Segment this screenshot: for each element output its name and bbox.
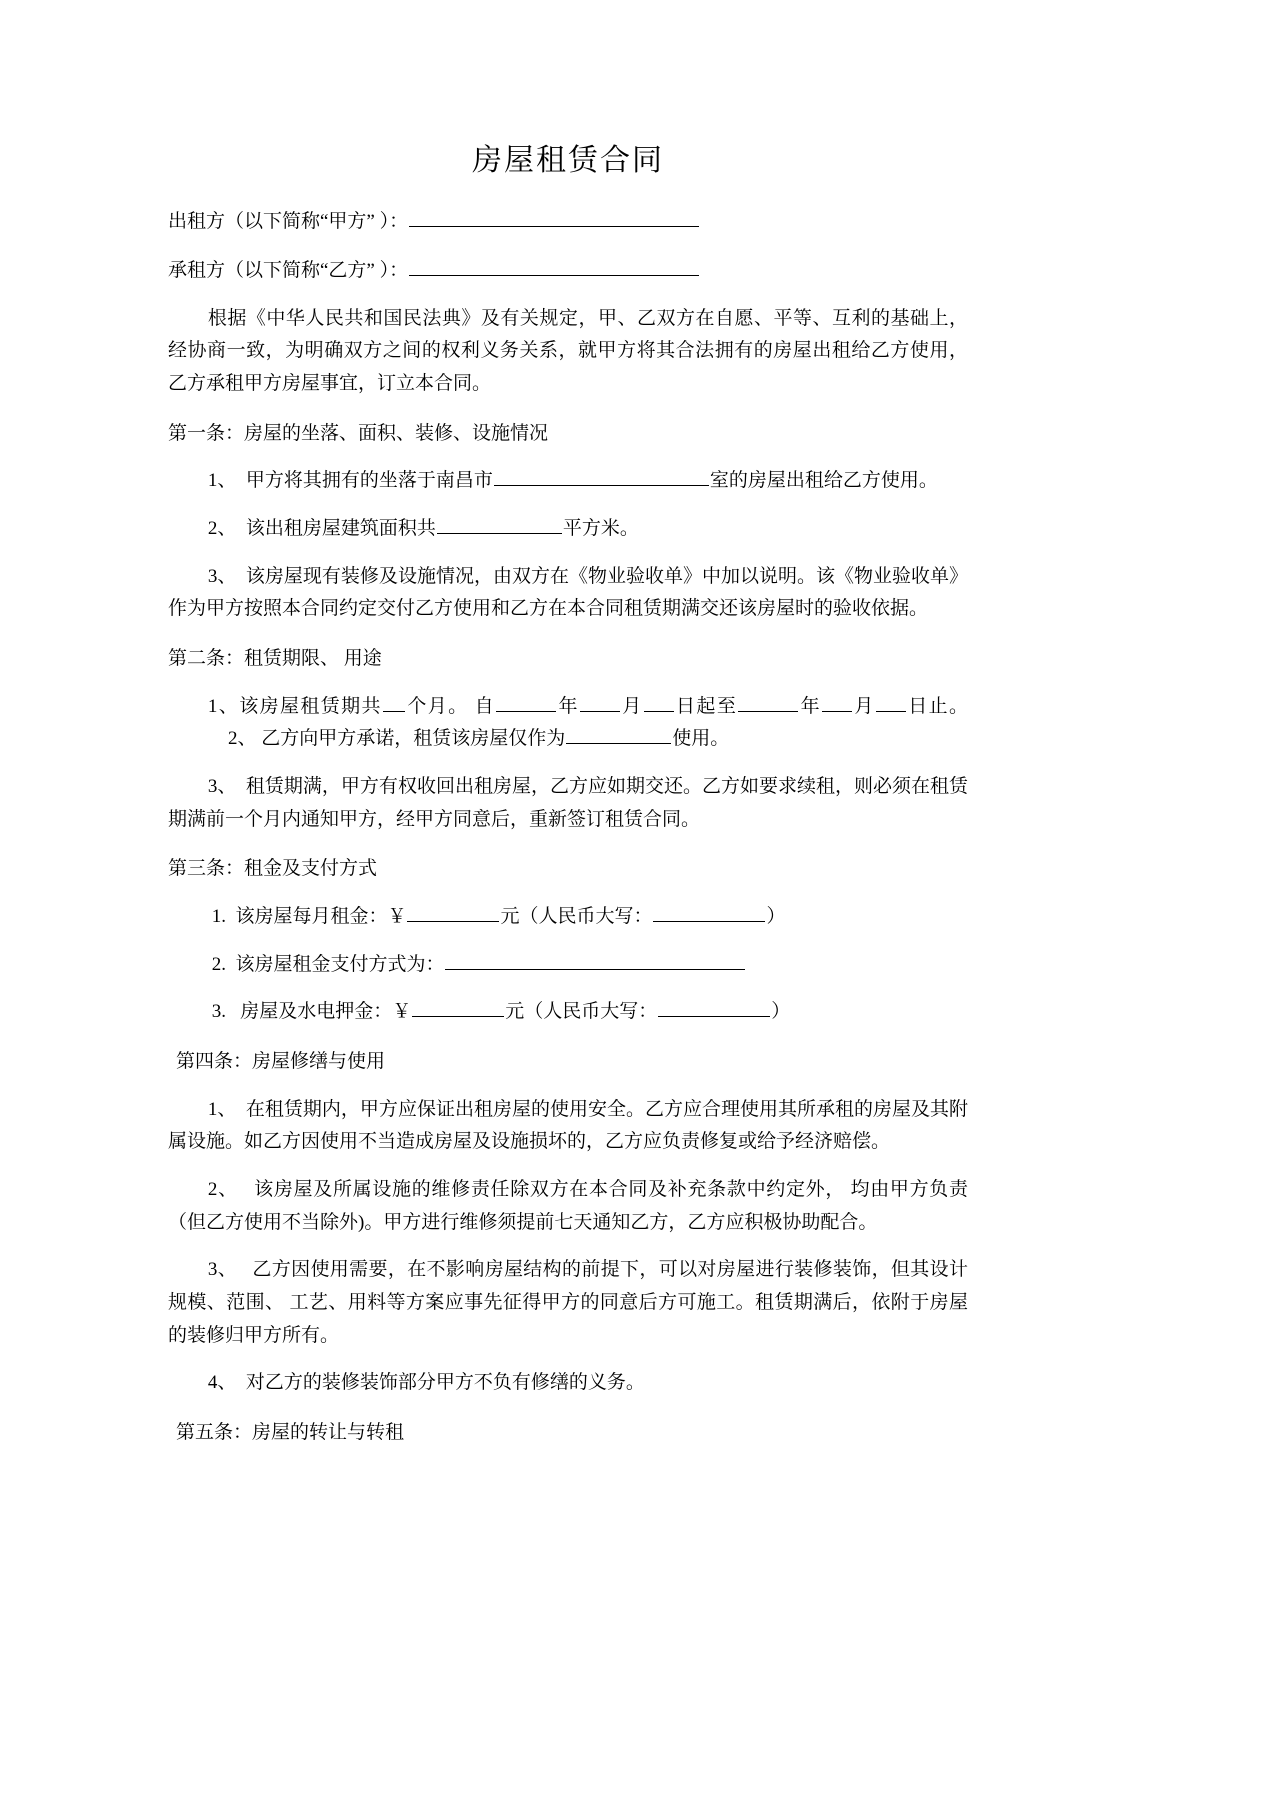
party-line-lessor [168,206,968,237]
item-text-6: 年 [799,695,822,717]
monthly-rent-blank[interactable] [407,901,499,922]
monthly-rent-words-blank[interactable] [653,901,765,922]
area-blank[interactable] [437,513,562,534]
item-text: 在租赁期内，甲方应保证出租房屋的使用安全。乙方应合理使用其所承租的房屋及其附属设施。如乙方因使用不当造成房屋及设施损坏的，乙方应负责修复或给予经济赔偿。 [168,1098,968,1153]
article-heading-1: 第一条：房屋的坐落、面积、装修、设施情况 [168,422,549,444]
item-marker: 3、 [207,1259,238,1281]
article-heading-2: 第二条：租赁期限、 用途 [168,648,382,670]
article-4-item-4 [168,1367,968,1400]
item-text-9: 乙方向甲方承诺，租赁该房屋仅作为 [256,728,566,750]
party-label-lessee: 承租方（以下简称“乙方” ）： [168,260,409,282]
item-marker: 3. [211,1001,226,1023]
item-marker-next: 2、 [228,728,257,750]
article-3-item-2 [168,949,968,982]
item-marker: 1、 [207,1098,237,1120]
article-1-item-3 [168,561,968,626]
end-day-blank[interactable] [876,691,906,712]
article-heading-5: 第五条：房屋的转让与转租 [176,1422,405,1444]
item-marker: 1、 [207,470,237,492]
item-text: 租赁期满，甲方有权收回出租房屋，乙方应如期交还。乙方如要求续租，则必须在租赁期满前一个月内通知甲方，经甲方同意后，重新签订租赁合同。 [168,776,968,830]
article-4-item-1 [168,1094,968,1159]
article-3-item-3 [168,996,968,1029]
end-month-blank[interactable] [822,691,852,712]
term-months-blank[interactable] [383,691,405,712]
item-marker: 1. [211,906,226,928]
item-marker: 3、 [207,776,237,798]
article-3-item-1 [168,901,968,934]
item-text: 该房屋租金支付方式为： [235,953,445,975]
item-text: 该房屋租赁期共 [239,695,382,717]
item-text-2: 元（人民币大写： [500,906,653,928]
article-2-item-1 [168,691,968,756]
item-text: 该房屋及所属设施的维修责任除双方在本合同及补充条款中约定外， 均由甲方负责（但乙方使用不当除外)。甲方进行维修须提前七天通知乙方，乙方应积极协助配合。 [168,1179,968,1233]
item-marker: 2、 [207,518,237,540]
article-1-item-2 [168,513,968,546]
item-text-4: 月 [620,695,643,717]
item-marker: 1、 [207,695,240,717]
item-text: 对乙方的装修装饰部分甲方不负有修缮的义务。 [245,1372,645,1394]
item-marker: 3、 [207,565,237,587]
party-blank-lessor[interactable] [409,206,699,227]
article-1-item-1 [168,465,968,498]
item-text-2: 元（人民币大写： [505,1001,658,1023]
page-title: 房屋租赁合同 [472,144,664,177]
article-heading-3: 第三条：租金及支付方式 [168,858,378,880]
item-marker: 2、 [207,1179,238,1201]
item-text-10: 使用。 [672,728,730,750]
item-text-2: 个月。 自 [405,695,496,717]
start-year-blank[interactable] [496,691,556,712]
item-text-8: 日止。 [906,695,968,717]
preamble-paragraph: 根据《中华人民共和国民法典》及有关规定，甲、乙双方在自愿、平等、互利的基础上， 经协商一致，为明确双方之间的权利义务关系，就甲方将其合法拥有的房屋出租给乙方使用， 乙方承租甲方房屋事宜，订立本合同。 [168,307,968,394]
item-text: 该房屋每月租金：￥ [235,906,407,928]
deposit-words-blank[interactable] [658,996,770,1017]
item-text: 该出租房屋建筑面积共 [245,518,436,540]
item-text: 房屋及水电押金：￥ [235,1001,412,1023]
usage-blank[interactable] [566,723,671,744]
document-body [168,0,968,1450]
item-text: 乙方因使用需要，在不影响房屋结构的前提下，可以对房屋进行装修装饰，但其设计规模、范围、 工艺、用料等方案应事先征得甲方的同意后方可施工。租赁期满后，依附于房屋的装修归甲方所有。 [168,1259,968,1346]
article-4-item-3 [168,1254,968,1352]
item-marker: 4、 [207,1372,237,1394]
party-label-lessor: 出租方（以下简称“甲方” ）： [168,210,409,232]
article-heading-4: 第四条：房屋修缮与使用 [176,1051,386,1073]
item-text: 甲方将其拥有的坐落于南昌市 [245,470,493,492]
item-text-3: 年 [557,695,579,717]
start-day-blank[interactable] [644,691,674,712]
payment-method-blank[interactable] [445,949,745,970]
end-year-blank[interactable] [738,691,798,712]
party-blank-lessee[interactable] [409,255,699,276]
address-blank[interactable] [494,465,709,486]
party-line-lessee [168,255,968,286]
start-month-blank[interactable] [580,691,620,712]
article-4-item-2 [168,1174,968,1239]
item-text-7: 月 [853,695,875,717]
item-text: 该房屋现有装修及设施情况，由双方在《物业验收单》中加以说明。该《物业验收单》作为甲方按照本合同约定交付乙方使用和乙方在本合同租赁期满交还该房屋时的验收依据。 [168,565,968,620]
item-text-3: ） [771,1001,791,1023]
item-text-5: 日起至 [674,695,738,717]
item-text-2: 平方米。 [562,518,639,540]
deposit-blank[interactable] [412,996,504,1017]
item-text-3: ） [766,906,786,928]
item-text-2: 室的房屋出租给乙方使用。 [709,470,938,492]
article-2-item-3 [168,771,968,836]
item-marker: 2. [211,953,226,975]
